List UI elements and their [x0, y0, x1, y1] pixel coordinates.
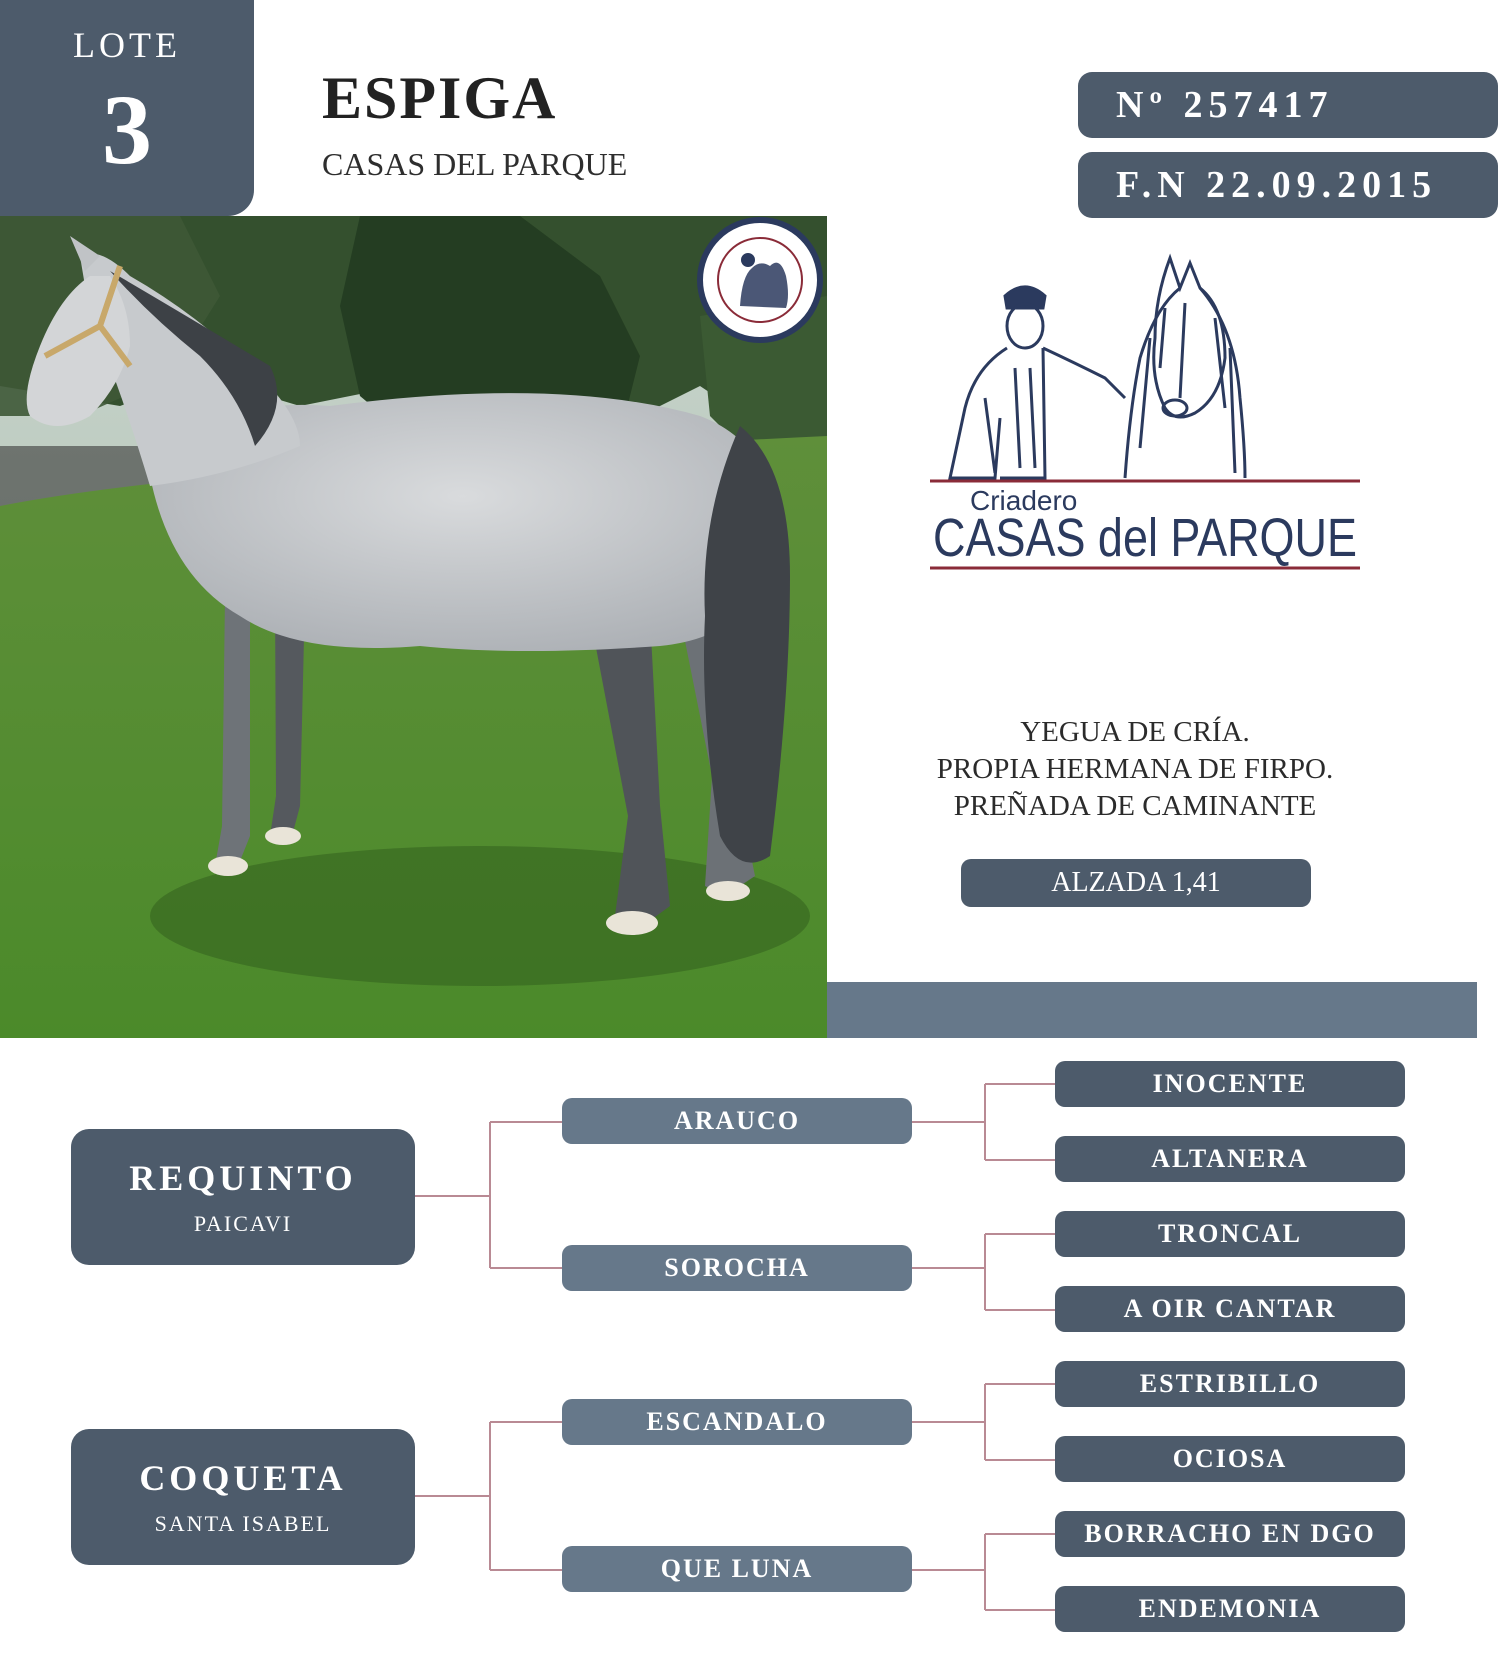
ancestor-g3-3: TRONCAL [1055, 1211, 1405, 1257]
sire-name: REQUINTO [129, 1158, 357, 1198]
dam-sire: ESCANDALO [562, 1399, 912, 1445]
lot-badge [0, 0, 254, 216]
sire-sire: ARAUCO [562, 1098, 912, 1144]
birth-date: F.N 22.09.2015 [1078, 152, 1498, 218]
dam-dam: QUE LUNA [562, 1546, 912, 1592]
ancestor-g3-6: OCIOSA [1055, 1436, 1405, 1482]
horse-photo [0, 216, 827, 1038]
ancestor-g3-4: A OIR CANTAR [1055, 1286, 1405, 1332]
dam-breeder: SANTA ISABEL [154, 1511, 332, 1536]
ancestor-g3-7: BORRACHO EN DGO [1055, 1511, 1405, 1557]
brand-logo [925, 248, 1365, 578]
ancestor-g3-1: INOCENTE [1055, 1061, 1405, 1107]
ancestor-g3-2: ALTANERA [1055, 1136, 1405, 1182]
description-line-3: PREÑADA DE CAMINANTE [953, 790, 1317, 822]
height-badge: ALZADA 1,41 [961, 859, 1311, 907]
dam-box [71, 1429, 415, 1565]
horse-breeder: CASAS DEL PARQUE [322, 146, 628, 182]
ancestor-g3-5: ESTRIBILLO [1055, 1361, 1405, 1407]
ancestor-g3-8: ENDEMONIA [1055, 1586, 1405, 1632]
lot-label: LOTE [73, 25, 181, 65]
sire-dam: SOROCHA [562, 1245, 912, 1291]
description-line-1: YEGUA DE CRÍA. [1020, 716, 1250, 748]
logo-top-line: Criadero [970, 485, 1078, 516]
description-line-2: PROPIA HERMANA DE FIRPO. [936, 753, 1334, 785]
horse-name: ESPIGA [322, 65, 558, 131]
dam-name: COQUETA [139, 1458, 347, 1498]
registration-number: Nº 257417 [1078, 72, 1498, 138]
lot-number: 3 [102, 74, 152, 185]
sire-box [71, 1129, 415, 1265]
sire-breeder: PAICAVI [193, 1211, 293, 1236]
logo-brand: CASAS del PARQUE [933, 508, 1357, 568]
divider-band [827, 982, 1477, 1038]
